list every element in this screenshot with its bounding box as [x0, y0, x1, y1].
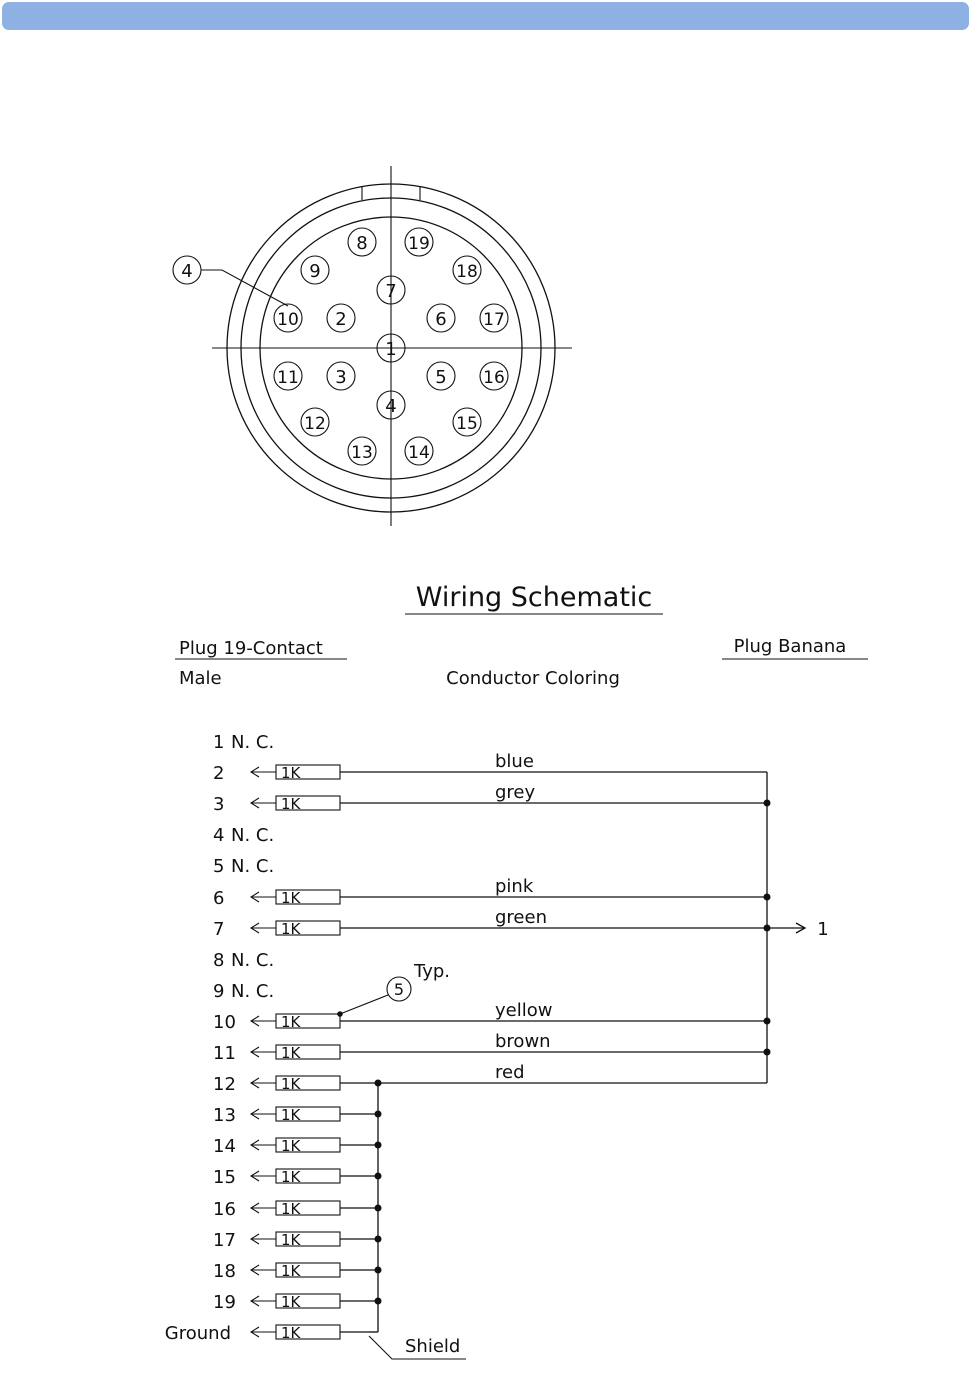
row-pin-label: 9: [213, 981, 225, 1002]
resistor-label: 1K: [281, 1137, 301, 1155]
row-pin-label: 12: [213, 1074, 236, 1095]
schematic-row: [165, 1323, 378, 1344]
schematic-row: [213, 1000, 771, 1033]
connector-pin-label: 1: [385, 339, 397, 360]
callout-label: 4: [181, 261, 193, 282]
schematic-row: [213, 782, 771, 815]
connector-pin-label: 18: [456, 262, 478, 282]
connector-pin-label: 9: [309, 261, 321, 282]
schematic-row: [213, 981, 274, 1002]
connector-pin: [405, 228, 433, 256]
schematic-row: [213, 1199, 382, 1220]
row-nc-label: N. C.: [231, 856, 275, 877]
row-pin-label: 2: [213, 763, 225, 784]
typ-callout-dot: [337, 1011, 343, 1017]
wire-color-label: green: [495, 907, 547, 928]
schematic-row: [213, 1292, 382, 1313]
wire-color-label: grey: [495, 782, 536, 803]
connector-pin: [405, 437, 433, 465]
connector-pin: [453, 256, 481, 284]
connector-pin: [377, 391, 405, 419]
wire-color-label: red: [495, 1062, 525, 1083]
connector-pin: [301, 256, 329, 284]
right-header: Plug Banana: [733, 636, 847, 657]
connector-pin: [377, 276, 405, 304]
connector-pin-label: 16: [483, 368, 505, 388]
row-pin-label: 1: [213, 732, 225, 753]
resistor-label: 1K: [281, 1106, 301, 1124]
schematic-row: [213, 1167, 382, 1188]
left-header: Plug 19-Contact: [179, 638, 323, 659]
row-nc-label: N. C.: [231, 732, 275, 753]
typ-label: Typ.: [414, 961, 450, 982]
row-nc-label: N. C.: [231, 950, 275, 971]
connector-pin: [427, 362, 455, 390]
connector-pin-label: 19: [408, 234, 430, 254]
row-pin-label: 14: [213, 1136, 236, 1157]
schematic-row: [213, 732, 274, 753]
resistor-label: 1K: [281, 1231, 301, 1249]
row-pin-label: 7: [213, 919, 225, 940]
connector-pin: [453, 408, 481, 436]
resistor-label: 1K: [281, 795, 301, 813]
shield-label: Shield: [405, 1336, 461, 1357]
row-pin-label: 15: [213, 1167, 236, 1188]
connector-pin: [427, 304, 455, 332]
middle-header: Conductor Coloring: [446, 668, 620, 689]
resistor-label: 1K: [281, 1293, 301, 1311]
schematic-rows: [165, 732, 771, 1344]
connector-pin-label: 7: [385, 281, 397, 302]
row-pin-label: 3: [213, 794, 225, 815]
resistor-label: 1K: [281, 1075, 301, 1093]
row-pin-label: 5: [213, 856, 225, 877]
wire-color-label: pink: [495, 876, 534, 897]
connector-pin-label: 11: [277, 368, 299, 388]
connector-pin-label: 6: [435, 309, 447, 330]
connector-pin: [480, 362, 508, 390]
schematic-row: [213, 907, 771, 940]
row-pin-label: 8: [213, 950, 225, 971]
resistor-label: 1K: [281, 1200, 301, 1218]
wire-color-label: yellow: [495, 1000, 553, 1021]
row-nc-label: N. C.: [231, 825, 275, 846]
row-pin-label: 19: [213, 1292, 236, 1313]
schematic-row: [213, 751, 767, 784]
row-pin-label: 13: [213, 1105, 236, 1126]
row-nc-label: N. C.: [231, 981, 275, 1002]
schematic-row: [213, 1230, 382, 1251]
schematic-row: [213, 825, 274, 846]
resistor-label: 1K: [281, 1262, 301, 1280]
row-pin-label: 11: [213, 1043, 236, 1064]
row-pin-label: 10: [213, 1012, 236, 1033]
connector-pin: [348, 437, 376, 465]
schematic-row: [213, 856, 274, 877]
connector-pin-label: 17: [483, 310, 505, 330]
row-pin-label: Ground: [164, 1323, 231, 1344]
resistor-label: 1K: [281, 764, 301, 782]
resistor-label: 1K: [281, 1168, 301, 1186]
connector-pin-label: 3: [335, 367, 347, 388]
resistor-label: 1K: [281, 1013, 301, 1031]
resistor-label: 1K: [281, 889, 301, 907]
connector-pin-label: 5: [435, 367, 447, 388]
connector-pin: [274, 304, 302, 332]
diagram-title: Wiring Schematic: [415, 582, 653, 613]
wire-color-label: brown: [495, 1031, 551, 1052]
connector-pin-label: 15: [456, 414, 478, 434]
schematic-row: [213, 1031, 771, 1064]
output-label: 1: [817, 919, 829, 940]
row-pin-label: 4: [213, 825, 225, 846]
left-subheader: Male: [179, 668, 222, 689]
connector-pin-label: 12: [304, 414, 326, 434]
row-pin-label: 18: [213, 1261, 236, 1282]
connector-pin: [480, 304, 508, 332]
connector-pin-label: 13: [351, 443, 373, 463]
resistor-label: 1K: [281, 1044, 301, 1062]
connector-pin: [327, 362, 355, 390]
connector-pin: [348, 228, 376, 256]
schematic-row: [213, 950, 274, 971]
row-pin-label: 16: [213, 1199, 236, 1220]
connector-pin-label: 8: [356, 233, 368, 254]
connector-pin: [274, 362, 302, 390]
connector-pin: [301, 408, 329, 436]
schematic-row: [213, 1105, 382, 1126]
connector-face-view: [173, 166, 572, 526]
schematic-row: [213, 876, 771, 909]
schematic-row: [213, 1261, 382, 1282]
schematic-row: [213, 1062, 767, 1095]
schematic-row: [213, 1136, 382, 1157]
connector-pin-label: 10: [277, 310, 299, 330]
resistor-label: 1K: [281, 1324, 301, 1342]
connector-pin: [327, 304, 355, 332]
typ-callout-leader: [340, 995, 388, 1014]
connector-pin-label: 2: [335, 309, 347, 330]
wire-color-label: blue: [495, 751, 534, 772]
connector-pin: [377, 334, 405, 362]
connector-pin-label: 14: [408, 443, 430, 463]
typ-callout-number: 5: [393, 980, 405, 999]
resistor-label: 1K: [281, 920, 301, 938]
connector-pin-label: 4: [385, 396, 397, 417]
row-pin-label: 6: [213, 888, 225, 909]
row-pin-label: 17: [213, 1230, 236, 1251]
